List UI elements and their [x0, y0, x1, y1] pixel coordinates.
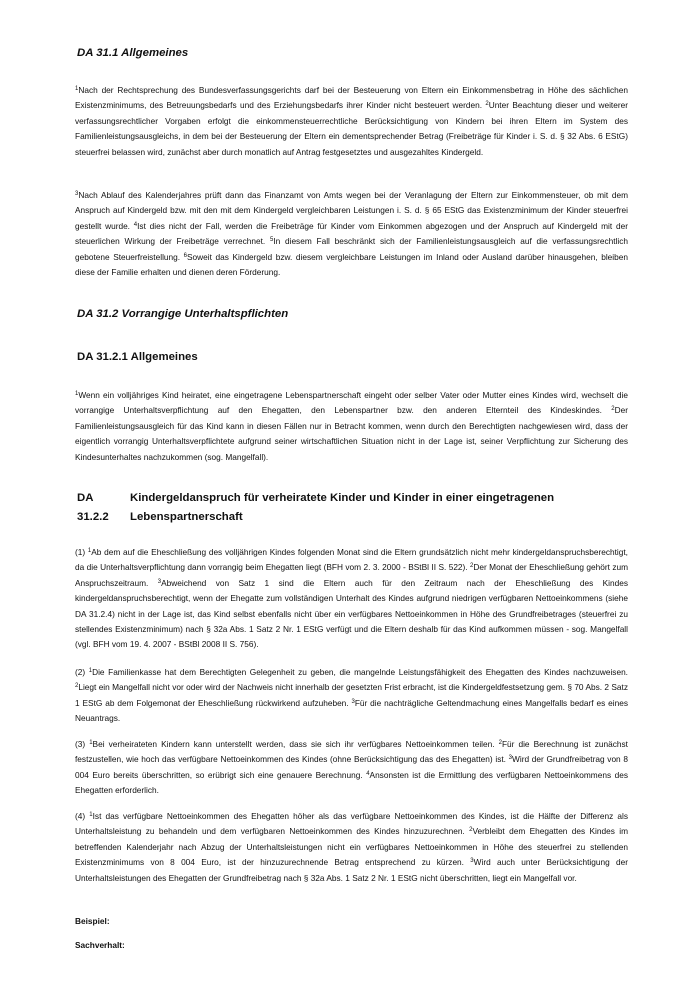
sentence-number: 3 [75, 191, 79, 197]
paragraph-number: (1) [75, 547, 88, 557]
section-heading-31-2: DA 31.2 Vorrangige Unterhaltspflichten [77, 308, 289, 320]
paragraph-text: Verbleibt dem Ehegatten des Kindes im betreffenden Kalenderjahr nach Abzug der Unterhaltsleistungen nicht ein verfügbares Nettoeinkommen in Höhe des steuerfrei zu stellenden Existenzminimums von 8 004 Euro, ist der hinzuzurechnende Betrag entsprechend zu kürzen. [75, 826, 628, 868]
paragraph-text: Ansonsten ist die Ermittlung des verfügbaren Nettoeinkommens des Ehegatten erforderlich. [75, 769, 628, 796]
paragraph-text: Für die nachträgliche Geltendmachung eines Mangelfalls bedarf es eines Neuantrags. [75, 697, 628, 724]
sentence-number: 6 [183, 252, 187, 259]
sentence-number: 4 [366, 770, 370, 777]
paragraph-text: Soweit das Kindergeld bzw. diesem vergleichbare Leistungen im Inland oder Ausland darüber hinausgehen, bleiben diese der Familie erhalten und dienen deren Förderung. [75, 251, 628, 278]
paragraph-number: (2) [75, 667, 89, 677]
sentence-number: 1 [89, 740, 93, 746]
sentence-number: 4 [133, 221, 138, 228]
paragraph-text: Ab dem auf die Eheschließung des volljährigen Kindes folgenden Monat sind die Eltern grundsätzlich nicht mehr kindergeldanspruchsberechtigt, da die Unterhaltsverpflichtung dann vorrangig beim Ehegatten liegt (BFH vom 2. 3. 2000 - BStBl II S. 522). [75, 547, 628, 573]
paragraph-number: (4) [75, 811, 90, 821]
sentence-number: 2 [611, 406, 615, 413]
sentence-number: 3 [508, 755, 513, 762]
paragraph-text: In diesem Fall beschränkt sich der Familienleistungsausgleich auf die verfassungsrechtlich gebotene Steuerfreistellung. [75, 236, 628, 262]
sentence-number: 1 [75, 391, 79, 397]
sentence-number: 2 [485, 101, 489, 108]
sentence-number: 5 [269, 237, 274, 244]
sentence-number: 2 [470, 563, 474, 570]
section-heading-31-1: DA 31.1 Allgemeines [77, 47, 189, 59]
paragraph-text: Die Familienkasse hat dem Berechtigten Gelegenheit zu geben, die mangelnde Leistungsfähigkeit des Ehegatten des Kindes nachzuweisen. [92, 667, 628, 677]
sentence-number: 1 [89, 812, 93, 818]
paragraph-text: Ist das verfügbare Nettoeinkommen des Ehegatten höher als das verfügbare Nettoeinkommen des Kindes, ist die Hälfte der Differenz als Unterhaltsleistung zu behandeln und dem verfügbaren Nettoeinkommen des Kindes hinzuzurechnen. [75, 811, 629, 837]
section-number-31-2-2: DA 31.2.2 [77, 492, 109, 523]
paragraph-text: Ist dies nicht der Fall, werden die Freibeträge für Kinder vom Einkommen abgezogen und der Anspruch auf Kindergeld mit der steuerlichen Wirkung der Freibeträge verrechnet. [75, 220, 628, 247]
sentence-number: 2 [75, 683, 79, 690]
sentence-number: 1 [88, 668, 93, 674]
paragraph-text: Nach Ablauf des Kalenderjahres prüft dann das Finanzamt von Amts wegen bei der Veranlagung der Eltern zur Einkommensteuer, ob mit dem Anspruch auf Kindergeld bzw. mit den mit dem Kindergeld vergleichbaren Leistungen i. S. d. § 65 EStG das Existenzminimum der Kinder steuerfrei gestellt wurde. [75, 190, 628, 231]
sentence-number: 3 [470, 858, 474, 865]
paragraph-text: Der Monat der Eheschließung gehört zum Anspruchszeitraum. [75, 562, 629, 588]
paragraph-31-2-2-3 [75, 737, 628, 799]
sentence-number: 2 [469, 827, 473, 834]
section-heading-31-2-1: DA 31.2.1 Allgemeines [77, 351, 198, 363]
example-label: Beispiel: [75, 916, 110, 926]
paragraph-31-1-a [75, 83, 628, 160]
sentence-number: 3 [351, 698, 355, 705]
paragraph-text: Nach der Rechtsprechung des Bundesverfassungsgerichts darf bei der Besteuerung von Eltern ein Einkommensbetrag in Höhe des sächlichen Existenzminimums, des Betreuungsbedarfs und des Erziehungsbedarfs ihrer Kinder nicht besteuert werden. [75, 85, 628, 111]
paragraph-text: Unter Beachtung dieser und weiterer verfassungsrechtlicher Vorgaben erfolgt die einkommensteuerrechtliche Berücksichtigung von Kindern bei ihren Eltern im System des Familienleistungsausgleichs, in dem bei der Besteuerung der Eltern ein dementsprechender Betrag (Freibeträge für Kinder i. S. d. § 32 Abs. 6 EStG) steuerfrei belassen wird, zunächst aber durch monatlich auf Antrag festgesetztes und ausgezahltes Kindergeld. [75, 100, 628, 157]
paragraph-31-2-2-2 [75, 665, 628, 727]
paragraph-text: Wenn ein volljähriges Kind heiratet, eine eingetragene Lebenspartnerschaft eingeht oder selber Vater oder Mutter eines Kindes wird, wechselt die vorrangige Unterhaltsverpflichtung auf den Ehegatten, den Lebenspartner bzw. den anderen Elternteil des Kindeskindes. [75, 390, 628, 416]
paragraph-text: Wird der Grundfreibetrag von 8 004 Euro bereits überschritten, so erübrigt sich eine genauere Berechnung. [75, 754, 628, 780]
facts-label: Sachverhalt: [75, 940, 125, 950]
paragraph-31-2-2-1 [75, 545, 628, 653]
section-heading-31-2-2: Kindergeldanspruch für verheiratete Kinder und Kinder in einer eingetragenen Lebenspartnerschaft [130, 492, 555, 523]
sentence-number: 3 [157, 578, 162, 585]
paragraph-text: Für die Berechnung ist zunächst festzustellen, wie hoch das verfügbare Nettoeinkommen des Kindes (ohne Berücksichtigung das des Ehegatten) ist. [75, 739, 628, 765]
paragraph-31-2-2-4 [75, 809, 628, 886]
paragraph-text: Liegt ein Mangelfall nicht vor oder wird der Nachweis nicht innerhalb der gesetzten Frist erbracht, ist die Kindergeldfestsetzung gem. § 70 Abs. 2 Satz 1 EStG ab dem Folgemonat der Eheschließung rückwirkend aufzuheben. [75, 682, 628, 708]
paragraph-31-2-1 [75, 388, 628, 465]
paragraph-text: Der Familienleistungsausgleich für das Kind kann in diesen Fällen nur in Betracht kommen, wenn durch den Berechtigten nachgewiesen wird, dass der eigentlich vorrangig Unterhaltsverpflichtete aufgrund seiner wirtschaftlichen Situation nicht in der Lage ist, seiner Verpflichtung zur Sicherung des Kindesunterhaltes nachzukommen (sog. Mangelfall). [75, 405, 628, 462]
paragraph-number: (3) [75, 739, 90, 749]
paragraph-text: Bei verheirateten Kindern kann unterstellt werden, dass sie sich ihr verfügbares Nettoeinkommen teilen. [92, 739, 499, 749]
paragraph-text: Abweichend von Satz 1 sind die Eltern auch für den Zeitraum nach der Eheschließung des Kindes kindergeldanspruchsberechtigt, wenn der Ehegatte zum vollständigen Unterhalt des Kindes aufgrund niedrigen verfügbaren Nettoeinkommens (siehe DA 31.2.4) nicht in der Lage ist, das Kind selbst ebenfalls nicht über ein verfügbares Nettoeinkommen in Höhe des Grundfreibetrages (steuerfrei zu stellendes Existenzminimum) nach § 32a Abs. 1 Satz 2 Nr. 1 EStG verfügt und die Eltern deshalb für das Kind aufkommen müssen - sog. Mangelfall (vgl. BFH vom 19. 4. 2007 - BStBl 2008 II S. 756). [75, 577, 628, 650]
paragraph-31-1-b [75, 188, 628, 280]
sentence-number: 1 [75, 86, 79, 92]
paragraph-text: Wird auch unter Berücksichtigung der Unterhaltsleistungen des Ehegatten der Grundfreibetrag nach § 32a Abs. 1 Satz 2 Nr. 1 EStG nicht überschritten, liegt ein Mangelfall vor. [75, 857, 628, 883]
sentence-number: 1 [87, 548, 92, 554]
sentence-number: 2 [498, 740, 502, 746]
